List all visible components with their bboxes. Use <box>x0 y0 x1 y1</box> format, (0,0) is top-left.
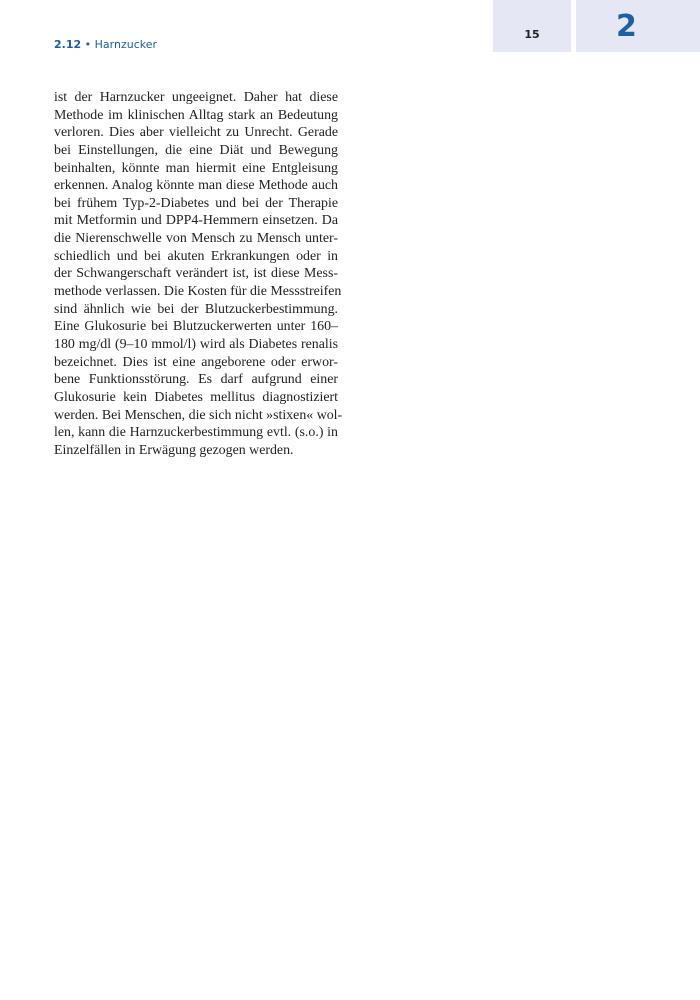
section-separator: • <box>84 38 92 51</box>
text-line: werden. Bei Menschen, die sich nicht »stixen« wol- <box>54 407 343 423</box>
text-line: die Nierenschwelle von Mensch zu Mensch unter- <box>54 231 338 247</box>
text-line: erkennen. Analog könnte man diese Methode auch <box>54 178 338 194</box>
running-header <box>54 38 157 51</box>
chapter-number: 2 <box>616 9 637 44</box>
text-line: ist der Harnzucker ungeeignet. Daher hat diese <box>54 90 338 105</box>
text-line: sind ähnlich wie bei der Blutzuckerbestimmung. <box>54 301 338 317</box>
text-line: schiedlich und bei akuten Erkrankungen oder in <box>54 248 338 264</box>
text-line: bei frühem Typ-2-Diabetes und bei der Therapie <box>54 195 338 211</box>
text-line: Glukosurie kein Diabetes mellitus diagnostiziert <box>54 389 338 405</box>
body-paragraph <box>54 89 343 459</box>
text-line: bene Funktionsstörung. Es darf aufgrund einer <box>54 372 338 388</box>
text-line: 180 mg/dl (9–10 mmol/l) wird als Diabetes renalis <box>54 336 338 352</box>
text-line: verloren. Dies aber vielleicht zu Unrecht. Gerade <box>54 125 338 141</box>
text-line: bezeichnet. Dies ist eine angeborene oder erwor- <box>54 354 338 370</box>
text-line: Einzelfällen in Erwägung gezogen werden. <box>54 442 294 458</box>
text-line: Eine Glukosurie bei Blutzuckerwerten unter 160– <box>54 319 338 335</box>
text-line: len, kann die Harnzuckerbestimmung evtl. (s.o.) in <box>54 425 338 441</box>
text-line: bei Einstellungen, die eine Diät und Bewegung <box>54 142 338 158</box>
text-line: beinhalten, könnte man hiermit eine Entgleisung <box>54 160 338 176</box>
text-line: methode verlassen. Die Kosten für die Messstreifen <box>54 284 342 300</box>
section-number: 2.12 <box>54 38 82 51</box>
page-number: 15 <box>524 28 540 41</box>
text-line: der Schwangerschaft verändert ist, ist diese Mess- <box>54 266 338 282</box>
page-number-tab <box>493 0 571 52</box>
text-line: Methode im klinischen Alltag stark an Bedeutung <box>54 107 338 123</box>
chapter-tab <box>576 0 700 52</box>
text-line: mit Metformin und DPP4-Hemmern einsetzen. Da <box>54 213 338 229</box>
section-title: Harnzucker <box>94 38 158 51</box>
